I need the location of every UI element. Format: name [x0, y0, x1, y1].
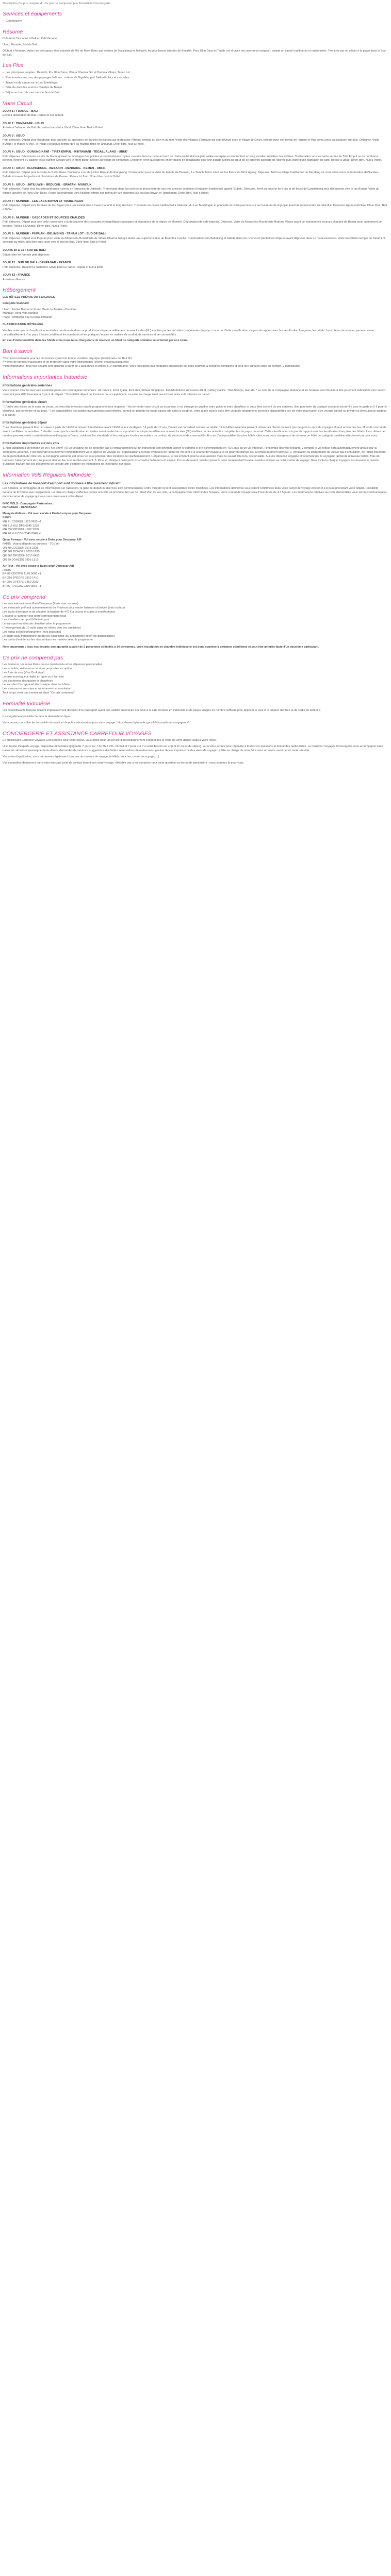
- bon-savoir-line: *Note importante : tous nos départs sont garantis à partir de 2 personnes et limités à 14 participants. Votre inscription aux modalités individuelle est donc soumise à certaines conditions et peut être annulée faute du nombre. 2 participants.: [3, 365, 301, 368]
- services-section: [3, 11, 388, 23]
- day-block: [3, 273, 388, 282]
- services-item: • Conciergerie: [3, 20, 388, 24]
- day-text: Petit déjeuner. Départ vers les rives du lac Buyan pour une randonnée à travers la forêt le long des lacs. Traversée en canoé traditionnel à balancier du Lac Tamblingan et poursuite de votre parcours sur les hauteurs de la jungle avant de redescendre sur Munduk. Déjeuner. Après-midi libre. Dîner libre. Nuit à l'hôtel.: [3, 204, 387, 211]
- day-title: JOUR 12 : SUD DE BALI - DENPASAR - FRANCE: [3, 261, 71, 265]
- flight-row: MH 20 KULCDG 2345 0640 +1: [3, 532, 42, 536]
- prix-comprend-section: [3, 594, 388, 650]
- flight-row: QR 962 DOHDPS 0230 1630: [3, 550, 40, 554]
- day-title: JOUR 1 : FRANCE - BALI: [3, 109, 38, 113]
- day-title: JOUR 9 : MUNDUK - PUPUAN - BELIMBING - TANAH LOT - SUD DE BALI: [3, 232, 106, 236]
- conciergerie-section: [3, 731, 388, 766]
- flights-list: [3, 502, 388, 589]
- included-note: Note importante : tous nos départs sont garantis à partir de 2 personnes et limités à 14 personnes. Votre inscription en chambre individuelle est donc soumise à certaines conditions et peut être annulée faute d'un deuxième participant.: [3, 646, 319, 649]
- included-item: L'accueil à l'aéroport par notre correspondant local: [3, 614, 67, 618]
- day-title: JOUR 13 : FRANCE: [3, 274, 30, 277]
- formalite-text: Il est également possible de faire la demande en ligne.: [3, 715, 72, 719]
- infos-section: [3, 374, 388, 467]
- included-item: L'hébergement de 10 nuits dans les hôtels cités (ou similaires): [3, 626, 81, 630]
- info-text: 1. Non validation d'un tronçon de vol ("No Show") Si un voyageur ne se présente pas à l'embarquement sur un tronçon de son itinéraire aérien (y compris le pré-acheminement en TGV, bus ou un vol intérieur), l'ensemble des vols restants, y compris le vol retour, sera automatiquement annulé par la compagnie aérienne. Il est impératif d'en informer immédiatement votre agence de voyage ou l'organisateur. Les frais éventuels de rachat de vol sont à la charge du voyageur et ne pourront donner lieu à remboursement ultérieur. 2. Annulation ou perturbation de vol En cas d'annulation, de retard important ou de perturbation de votre vol, la compagnie aérienne est tenue de vous proposer des solutions de réacheminement. L'organisateur, le cas échéant, pourra vous assister mais ne saurait être tenu responsable. Aucune dépense engagée directement par le voyageur (achat de nouveaux billets, frais de transport, hébergement etc.) ne pourra donner lieu à un remboursement. 3. Prise en charge à l'aéroport Un accueil à l'aéroport est assuré. En cas de retard, veuillez prévenir notre représentant local au numéro indiqué sur votre carnet de voyage. Nous incitons chaque voyageur à conserver le numéro d'urgence figurant sur ses documents de voyage afin d'obtenir les instructions de l'opérateur sur place.: [3, 447, 386, 466]
- hotel-category: Catégorie Standard: [3, 301, 29, 305]
- hebergement-section: [3, 287, 388, 343]
- plus-item: • Randonnées au cœur des paysages balinais : rizières de Tegalalang et Jatiluwih, lacs et cascades: [3, 76, 388, 80]
- flight-row: BR 87 TPECDG 2330 0815 +1: [3, 584, 41, 588]
- formalite-title: Formalité Indonésie: [3, 700, 51, 707]
- conciergerie-text: Vos voies d'application, vous retrouverez également tous vos documents de voyage (e-billets, voucher, carnet de voyage, ...): [3, 755, 159, 758]
- services-title: Services et équipements: [3, 11, 62, 18]
- day-title: JOUR 7 : MUNDUK - LES LACS BUYAN ET TAMBLINGAN: [3, 199, 84, 203]
- flight-city: PARIS - Autres départs de province - TGV Air: [3, 542, 60, 546]
- hebergement-title: Hébergement: [3, 287, 36, 294]
- day-text: Petit déjeuner. Départ pour une belle randonnée à la découverte des cascades et magnifiques paysages et plantations de la région de Munduk. Dégustation de café balinais. Déjeuner. Visite du Monastère Bouddhiste Brahma Vihara avant de rejoindre les sources chaudes de Banjar pour un moment de détente. Retour à Munduk. Dîner libre. Nuit à l'hôtel.: [3, 220, 382, 228]
- day-text: Petit déjeuner. Découverte du site de Gunung Kawi, le montages des pointes et ses tombeaux royaux creusés dans la roche au bord de rivière au fond d'une jolie vallée escarpée en empruntant un long escalier au milieu des rizières. Continuation vers les bains sacrés de Tirta Empul où de nombreux pèlerins viennent s'y baigner et se purifier. Départ vers le Mont Batur, arrivée au village de Kintamani. Déjeuner. Arrêt aux rizières en terrasses de Tegallalang pour une balade à pied au cœur de ce superbe paysage de rizières puis visite d'une plantation de café. Retour à Ubud. Dîner libre. Nuit à l'hôtel.: [3, 155, 382, 162]
- included-item: Le guide local francophone durant les excursions (ou anglophone selon les disponibilités): [3, 634, 115, 638]
- info-text: * Les chambres peuvent être occupées à partir de 14h00 et doivent être libérées avant 12h00 le jour du départ. * A partir de 17 ans, l'enfant est considéré comme un adulte. * Les Hôtels réservés peuvent refuser les clients qui n'ont pas de quoi ou sans de voyages. Il peut arriver que les offres de vos hôtels soient modifiées ou annulées. * Veuillez noter que la classification en étoiles mentionnée dans ce produit touristique se réfère aux normes locales (NL) établies par les autorités compétentes du pays concerné. Cette classification n'a pas de rapport avec la classification française des hôtels. Les critères de notation peuvent varier considérablement d'un pays à l'autre, n'utilisant les standards et les pratiques locales en matière de confort, de services et de commodités. En cas d'indisponibilité dans les hôtels cités nous nous chargerons de réserver un hôtel de catégorie similaire sélectionné par nos soins.: [3, 426, 386, 437]
- day-block: [3, 216, 388, 229]
- hotel-availability-note: En cas d'indisponibilité dans les hôtels cités nous nous chargerons de réserver un hôtel de catégorie similaire sélectionné par nos soins.: [3, 339, 188, 343]
- info-text: Vous volerez avec un des vols suivantes parmi ces compagnies aériennes : Air France, KLM, Qatar, Emirates, Etihad, Singapore, Turkish Airlines, Air France-KLM, Cathay Pacific, Thai Airways, Garuda. * Le nom de la compagnie aérienne et les horaires sont donnés à titre purement indicatif et vous seront communiqués définitivement à 8 jours du départ. * Possibilité départ de Province nous supplément. La prise en charge n'est pas incluse si les vols internes en transit.: [3, 389, 385, 396]
- hotel-ubud: Ubud : Pertiwi Bisma ou Komo Medo ou Awakaru Boutique: [3, 308, 77, 311]
- included-item: Les transferts aéroport/hôtel/aéroport: [3, 618, 50, 622]
- services-list: [3, 20, 388, 24]
- flight-row: BR 256 DPSTPE 1450 2000: [3, 580, 39, 584]
- vols-heading: Les informations de transport d'aéroport sont données à titre purement indicatif.: [3, 482, 122, 485]
- day-block: [3, 134, 388, 147]
- day-text: Petit déjeuner. Route vers les extraordinaires rizières en terrasses de Jatiluwih. Promenade dans les rizières et découverte de ses très anciens systèmes d'irrigation traditionnel appelé 'Subak'. Déjeuner. Arrêt au marché de fruits et de fleurs de Candikuning puis découverte vers le lac Bratan. Visite du temple lacustre de Pura Ulun Danu. Route panoramique vers Munduk offrant des points de vue superbes sur les lacs Buyan et Tamblingan. Dîner libre. Nuit à l'hôtel.: [3, 188, 380, 195]
- excluded-item: La taxe touristique à régler en ligne ou à l'arrivée: [3, 675, 64, 679]
- info-text: * L'ordre des visites ou le sens du circuit, peuvent être inversés mais le programme sera respecté. * Au terme de votre circuit ou excursion, il est d'usage de gratifier votre guide et votre chauffeur, si vous êtes content de ses services, d'un pourboire (la pratique courante est de 4 € pour le guide et 2 € pour le chauffeur, par personne et par jour). * Les disponibilités des guides francophones sont limitées, surtout en période de haute saison (de juillet à octobre). Votre guide pourra donc être un guide anglophone selon les disponibilités lors de votre réservation d'un voyage (circuit ou privatif ou d'excursions guidées à la carte).: [3, 405, 387, 417]
- plus-item: • Séjour en bord de mer dans le Sud de Bali: [3, 91, 388, 95]
- info-heading: Informations générales Séjour: [3, 421, 47, 425]
- prix-ne-comprend-section: [3, 655, 388, 696]
- classification-text: Veuillez noter que la classification en étoiles mentionnée dans ce produit touristique se réfère aux normes locales (NL) établies par les autorités compétentes du pays concerné. Cette classification n'a pas de rapport avec la classification française des hôtels. Les critères de notation peuvent varier considérablement d'un pays à l'autre, n'utilisant les standards et les pratiques locales en matière de confort, de services et de commodités.: [3, 329, 374, 336]
- hotel-munduk: Munduk : Aires Villa Munduk: [3, 312, 39, 315]
- day-text: Petit déjeuner. Départ pour Batubulan pour assister au spectacle de danses du Barong qui représente l'éternel combat du bien et du mal. Visite des villages d'artisans qui sont d'Ubud avec le village de Celuk, célébre pour son travail de l'argent et Mas connu pour sa sculpture sur bois. Déjeuner. Visite d'Ubud : le musée ARMA, le Palais Royal puis temps libre au marché riche en artisanat. Dîner libre. Nuit à l'hôtel.: [3, 138, 380, 146]
- flight-row: QR 963 DPSDOH 0010 0453: [3, 554, 40, 558]
- circuit-title: Votre Circuit: [3, 100, 32, 107]
- vols-text: Les horaires, la compagnie et les informations sur l'aéroport / la gare de départ ou d'arrivée sont communiquées à titre indicatif et sont susceptibles d'être modifiées. Les informations définitives vous seront confirmées dans votre carnet de voyage environ 8 à 8 jours précédant votre départ. Possibilité départs de Province avec supplément. La prise en charge s'effectue depuis une ville de province. En cas de retard d'un de vos vols, la compagnie vous informe des horaires. Votre contrat de voyage sera d'une durée de 4 à 5 jours. Les informations relatives aux vols demandées vous seront communiquées dans le carnet de voyage qui vous sera remis avant votre départ.: [3, 487, 387, 498]
- info-block: [3, 400, 388, 418]
- day-text: Séjour libre en formule petit-déjeuner.: [3, 253, 50, 257]
- info-heading: Informations générales circuit: [3, 400, 47, 404]
- day-block: [3, 248, 388, 257]
- included-item: Les éventuels pré/post acheminements de Province pour rendre l'aéroport d'arrivée (train ou bus): [3, 606, 125, 609]
- flight-row: QR 40 CDGDOH 1515 2335: [3, 546, 39, 550]
- flight-city: PARIS: [3, 516, 11, 519]
- included-item: Les taxes d'aéroport et de sécurité (à hauteur de 470 € à ce jour et sujets à modifications): [3, 610, 116, 614]
- vols-title: Information Vols Réguliers Indonésie: [3, 472, 91, 479]
- info-heading: Informations importantes sur nos vols: [3, 442, 59, 445]
- excluded-item: Le transfert d'un appareil électronique dans les hôtels: [3, 683, 70, 687]
- day-block: [3, 232, 388, 245]
- page-end-spacer: [3, 767, 388, 772]
- flight-route: DENPASAR - DENPASAR: [3, 506, 37, 510]
- included-item: Le transport en véhicule climatisé selon le programme: [3, 622, 71, 626]
- day-title: JOURS 10 & 11 : SUD DE BALI: [3, 249, 46, 252]
- resume-places: Ubud, Munduk, Sud de Bali: [3, 43, 37, 46]
- product-page: [0, 0, 391, 772]
- day-title: JOUR 5 : UBUD - KLUNGKUNG - BESAKIH - RENDANG - KEMEN - UBUD: [3, 167, 106, 171]
- excluded-item: Les activités, visites et excursions proposées en option: [3, 667, 72, 671]
- info-block: [3, 442, 388, 467]
- bon-savoir-title: Bon à savoir: [3, 348, 33, 355]
- day-block: [3, 109, 388, 118]
- resume-title: Résumé: [3, 28, 23, 35]
- circuit-section: [3, 100, 388, 282]
- included-item: Les droits d'entrée sur les sites et dans les musées selon le programme: [3, 638, 93, 642]
- excluded-item: Les boissons, les repas libres ou non mentionnés et les dépenses personnelles: [3, 663, 103, 667]
- formalite-section: [3, 701, 388, 725]
- flight-city: PARIS: [3, 568, 11, 572]
- plus-item: • Les principaux temples : Besakih, Pur Ulun Danu, Vihara Dharma Giri et Brahma Vihara, Tanah Lot: [3, 71, 388, 75]
- plus-list: [3, 71, 388, 95]
- plus-title: Les Plus: [3, 62, 24, 69]
- formalite-link-text: Vous pouvez consulter les formalités de santé et de police nécessaires pour votre voyage : https://www.diplomatie.gouv.fr/fr/conseils-aux-voyageurs/: [3, 721, 189, 725]
- day-text: Petit déjeuner. Départ vers Pupuan pour visite du Monastère Bouddhiste de Vihara Dharma Giri qui abrite une superbe statue de Bouddha couché. Continuation vers Belimbing et balade dans les rizières et plantations d'épices avant déjeuner dans un restaurant local. Visite du célèbre temple de Tanah Lot construit au milieu des flots puis route vers le sud de Bali. Dîner libre. Nuit à l'hôtel.: [3, 236, 385, 244]
- bon-savoir-line: *Prévoir de bonnes chaussures et de protection dans votre lotissements (crème, chapeau/casquette): [3, 361, 129, 364]
- hotel-plage: Plage : Umbaran Bay ou Anja Jimbaran: [3, 316, 53, 319]
- conciergerie-text: Vos conseillers demeurent dans votre principal point de contact durant tout votre voyage, n'hésitez pas à les contacter pour toute question ou demande particulière : nous sommes là pour vous.: [3, 761, 245, 765]
- excluded-item: Les assurances assistance, rapatriement et annulation: [3, 687, 71, 691]
- flight-airline: Qatar Airways - Vol avec escale à Doha pour Denpasar A/R: [3, 538, 82, 541]
- flight-airline: Air Tout - Vol avec escale à Taipei pour Denpasar A/R: [3, 564, 74, 568]
- day-text: Arrivée à l'aéroport de Bali. Accueil et transfert à Ubud. Dîner libre. Nuit à l'hôtel.: [3, 126, 104, 129]
- flight-row: MH 715 KULDPS 0945 1235: [3, 524, 39, 528]
- flight-row: MH 21 CDGKUL 1125 0650 +1: [3, 520, 42, 523]
- day-block: [3, 150, 388, 163]
- bon-savoir-section: [3, 348, 388, 369]
- flight-airline: Malaysia Airlines - Vol avec escale à Kuala Lumpur pour Denpasar: [3, 512, 92, 516]
- excluded-item: Tout ce qui n'est pas mentionné dans "Ce prix comprend": [3, 691, 75, 695]
- included-item: Les vols internationaux Paris/Denpasar (Paris avec escales): [3, 602, 78, 606]
- day-block: [3, 122, 388, 130]
- plus-section: [3, 62, 388, 95]
- plus-item: • Travel on de canoé sur le Lac Tamblingan: [3, 81, 388, 86]
- flight-row: MH 852 DPSKUL 1900 2200: [3, 528, 39, 532]
- infos-title: Informations importantes Indonésie: [3, 374, 88, 381]
- day-text: Arrivée en France.: [3, 278, 26, 281]
- day-block: [3, 166, 388, 179]
- day-block: [3, 199, 388, 212]
- day-title: JOUR 4 : UBUD - GUNUNG KAWI - TIRTA EMPUL - KINTAMANI - TEGALLALANG - UBUD: [3, 150, 127, 154]
- day-title: JOUR 8 : MUNDUK - CASCADES ET SOURCES CHAUDES: [3, 216, 85, 219]
- flight-row: BR 88 CDGTPE 1120 0605 +1: [3, 572, 41, 576]
- conciergerie-title: CONCIERGERIE ET ASSISTANCE CARREFOUR VOYAGES: [3, 730, 152, 737]
- resume-subtitle: Culture et Cascades à Bali en Petit Groupe !: [3, 37, 59, 41]
- info-block: [3, 384, 388, 397]
- info-block: [3, 421, 388, 438]
- day-text: Petit déjeuner. Départ pour la visite de Kerta Gosa, l'ancienne cour de justice Royale de Klungkung. Continuation pour la visite du temple de Besakih, 'Le Temple Mère' situé sur les flancs du Mont Agung. Déjeuner. Arrêt au village traditionnel de Rendang où vous découvrirez la fabrication d'offrandes. Balade à travers les jardins et plantations de Kemen. Retour à Ubud. Dîner libre. Nuit à l'hôtel.: [3, 171, 379, 179]
- info-heading: Informations générales aériennes: [3, 384, 52, 387]
- flight-heading: INFO VOLS - Compagnie Partenaires :: [3, 502, 54, 505]
- prix-comprend-title: Ce prix comprend: [3, 594, 45, 600]
- bon-savoir-line: *Circuit recommandé pour les personnes ayant une bonne condition physique (randonnées de 1h à 5h).: [3, 357, 133, 360]
- plus-item: • Détente dans les sources chaudes de Banjar: [3, 86, 388, 90]
- day-title: JOUR 2 : DENPASAR - UBUD: [3, 122, 44, 125]
- vols-section: [3, 472, 388, 588]
- classification-heading: CLASSIFICATION HÔTELIÈRE: [3, 323, 43, 326]
- vols-block: [3, 482, 388, 499]
- excluded-item: Les pourboires des guides et chauffeurs: [3, 679, 53, 683]
- flight-row: QR 39 DOHCDG 0805 1315: [3, 558, 39, 562]
- day-block: [3, 261, 388, 269]
- day-title: JOUR 3 : UBUD: [3, 134, 25, 138]
- hotels-heading: LES HÔTELS PRÉVUS OU SIMILAIRES: [3, 295, 55, 299]
- excluded-item: Les frais de visa (Visa On Arrival): [3, 671, 45, 675]
- flight-row: BR 216 TPEDPS 0910 1410: [3, 577, 39, 580]
- resume-section: [3, 29, 388, 58]
- day-text: Envol à destination de Bali. Repas et nuit à bord.: [3, 113, 64, 117]
- included-item: Les repas selon le programme (hors boissons): [3, 630, 61, 634]
- conciergerie-text: Une équipe d'experts voyage, disponible et humaine (joignable 7 jours sur 7 de 8h à 22h, 24h/24 et 7 jours sur 7 si votre besoin est urgent en cours de séjour), est à votre écoute pour répondre à toutes vos questions et demandes particulières. La Carrefour Voyages Conciergerie vous accompagne dans toutes les situations (renseignements divers, demandes de services, suggestions d'activités, réservations de restaurants, gestion de vos imprévus ou des aléas de voyage...). Elle se charge de vous faire vivre un séjour serein et en toute sécurité.: [3, 745, 383, 753]
- formalite-text: Les ressortissants français doivent impérativement disposer d'un passeport ayant une validité supérieure à 6 mois à la date d'entrée en Indonésie et de pages vierges en nombre suffisant pour apposer le visa et le tampon d'entrée et de sortie du territoire.: [3, 709, 321, 713]
- resume-text: D'Ubud à Munduk, visitez les principaux sites naturels de l'île de Munt Batur aux rizières de Tegalalang et Jatiluwih, les plus beaux temples de Besakih, Pura Ulun Danu et Tanah Lot et vivez des aventures uniques : balade en canoë traditionnel et randonnées. Terminez par un séjour à la plage dans le Sud de Bali.: [3, 49, 386, 57]
- day-title: JOUR 6 : UBUD - JATILUWIH - BEDUGUL - BRATAN - MUNDUK: [3, 183, 92, 187]
- day-block: [3, 183, 388, 196]
- day-text: Petit déjeuner. Transfert à l'aéroport. Envol pour la France. Repas et nuit à bord.: [3, 265, 104, 269]
- conciergerie-text: En choisissant Carrefour Voyages Conciergerie pour votre séjour, vous optez pour un service d'accompagnement complet dès la veille de votre départ jusqu'à votre retour.: [3, 739, 217, 742]
- description-tabs-line: Description Ce prix comprend : Ce prix ne comprend pas Formalités Conciergerie: [3, 2, 111, 5]
- prix-ne-comprend-title: Ce prix ne comprend pas: [3, 654, 63, 661]
